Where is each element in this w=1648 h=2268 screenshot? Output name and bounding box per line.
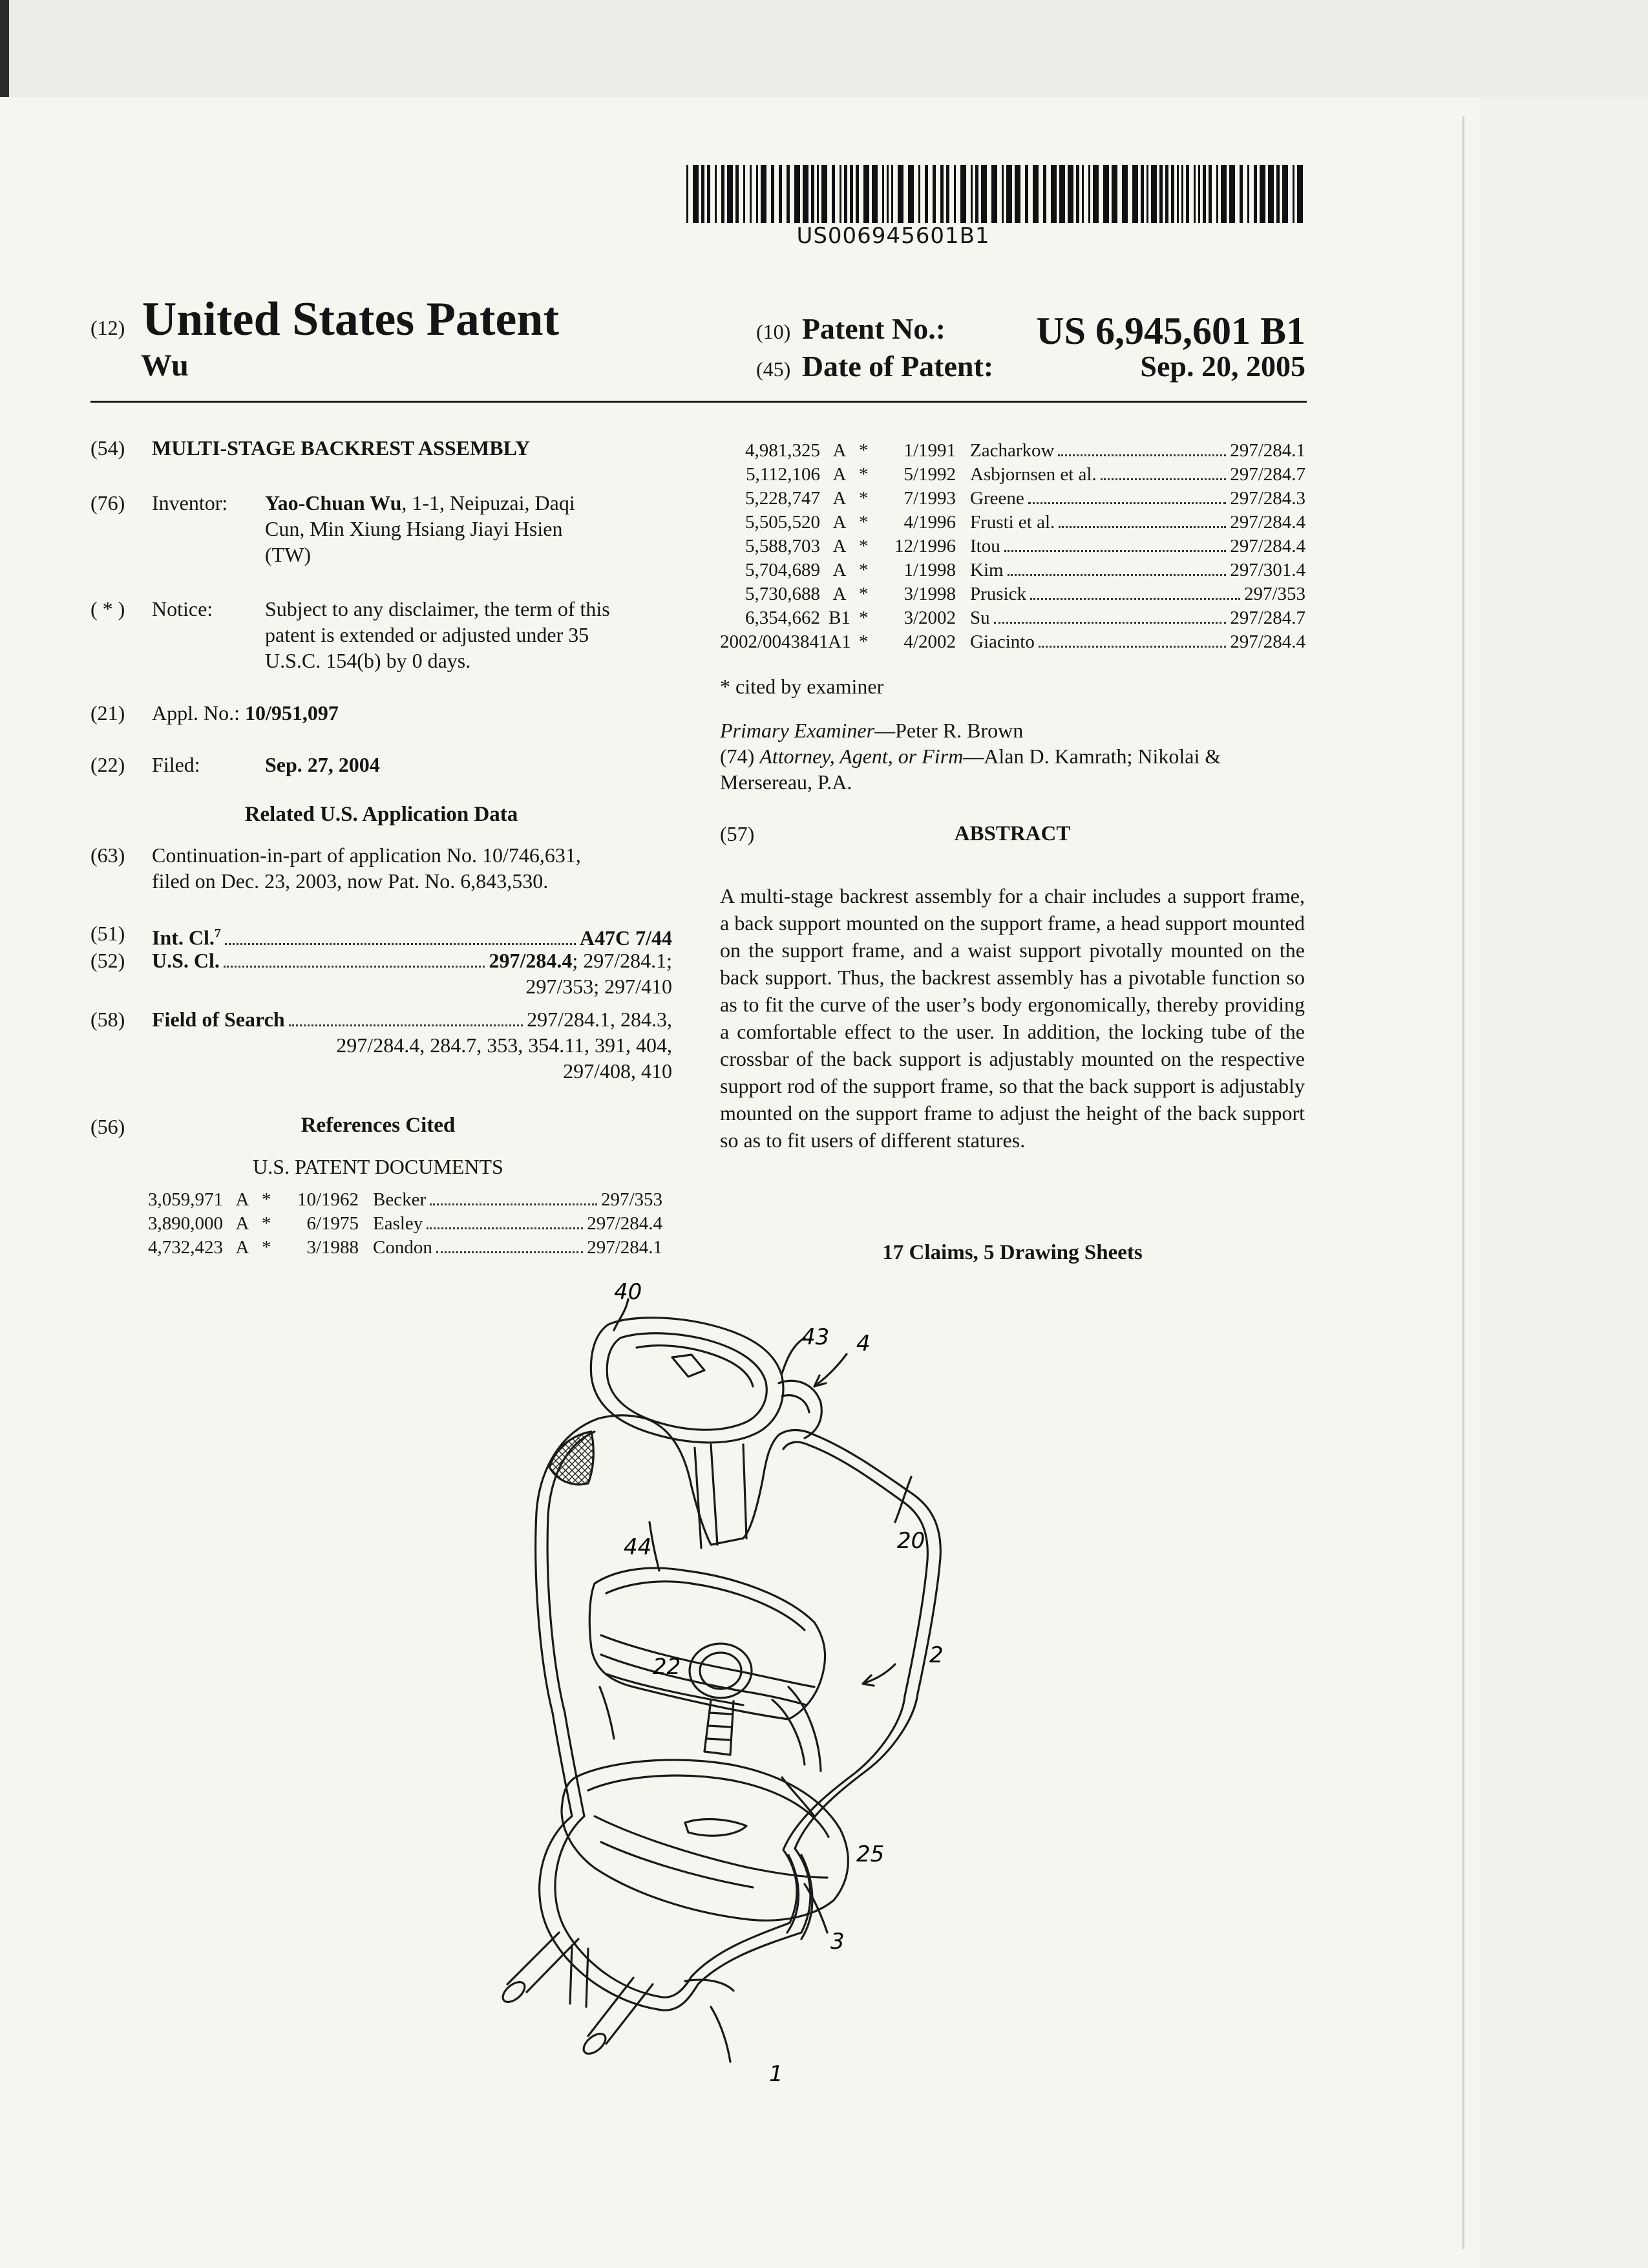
reference-inventor: Easley <box>373 1213 423 1234</box>
us-cl-field <box>90 948 672 999</box>
reference-class: 297/284.7 <box>1230 608 1305 628</box>
reference-row <box>720 487 1305 511</box>
reference-inventor: Greene <box>970 488 1024 509</box>
reference-cited-mark: * <box>859 584 869 604</box>
inventor-full-name: Yao-Chuan Wu <box>265 491 402 514</box>
patent-number-label: Patent No.: <box>801 312 946 345</box>
attorney-label: Attorney, Agent, or Firm <box>759 745 964 768</box>
reference-cited-mark: * <box>262 1189 271 1210</box>
scan-margin <box>1480 97 1648 2268</box>
drawing-label-2: 2 <box>929 1642 944 1668</box>
reference-date: 12/1996 <box>894 536 956 556</box>
reference-entry <box>970 630 1305 654</box>
reference-cited-mark: * <box>859 440 869 461</box>
notice-label: Notice: <box>152 597 213 620</box>
reference-class: 297/284.7 <box>1230 464 1305 485</box>
reference-date: 1/1991 <box>903 440 956 461</box>
reference-inventor: Giacinto <box>970 631 1035 652</box>
inventor-label: Inventor: <box>152 491 228 514</box>
reference-date: 4/2002 <box>903 631 956 652</box>
claims-summary: 17 Claims, 5 Drawing Sheets <box>882 1241 1143 1264</box>
application-number-field <box>90 700 672 726</box>
reference-kind: A <box>235 1213 249 1234</box>
reference-date: 3/1998 <box>903 584 956 604</box>
continuation-code: (63) <box>90 843 125 867</box>
drawing-label-44: 44 <box>624 1534 652 1560</box>
reference-inventor: Itou <box>970 536 1000 556</box>
notice-line-1: Subject to any disclaimer, the term of this <box>265 597 610 620</box>
reference-inventor: Frusti et al. <box>970 512 1055 533</box>
drawing-label-20: 20 <box>897 1528 925 1554</box>
primary-examiner-name: —Peter R. Brown <box>874 719 1024 742</box>
notice-field <box>90 596 672 673</box>
abstract-heading: ABSTRACT <box>954 822 1071 845</box>
attorney-line <box>720 743 1305 769</box>
reference-kind: A <box>832 536 847 556</box>
reference-entry <box>373 1236 662 1260</box>
reference-entry <box>970 463 1305 487</box>
reference-inventor: Asbjornsen et al. <box>970 464 1097 485</box>
reference-number: 4,981,325 <box>745 440 820 461</box>
reference-date: 4/1996 <box>903 512 956 533</box>
reference-kind: A <box>832 440 847 461</box>
drawing-label-25: 25 <box>856 1841 885 1867</box>
filed-label: Filed: <box>152 753 200 776</box>
reference-kind: A <box>235 1237 249 1258</box>
drawing-label-1: 1 <box>769 2061 783 2087</box>
scan-edge <box>0 0 9 97</box>
reference-kind: A1 <box>828 631 851 652</box>
reference-kind: A <box>235 1189 249 1210</box>
attorney-line-1: —Alan D. Kamrath; Nikolai & <box>963 745 1221 768</box>
reference-class: 297/284.4 <box>1230 512 1305 533</box>
filed-field <box>90 752 672 778</box>
reference-number: 2002/0043841 <box>720 631 829 652</box>
title-field <box>90 435 672 461</box>
reference-class: 297/284.4 <box>1230 631 1305 652</box>
patent-type-code: (12) <box>90 316 125 339</box>
primary-examiner-line <box>720 717 1305 743</box>
inventor-body <box>152 490 575 567</box>
reference-cited-mark: * <box>859 631 869 652</box>
us-cl-values <box>489 948 672 973</box>
abstract-code: (57) <box>720 822 755 845</box>
reference-row <box>123 1212 662 1236</box>
invention-title: MULTI-STAGE BACKREST ASSEMBLY <box>152 436 531 460</box>
patent-date-row <box>756 349 1305 383</box>
int-cl-body <box>152 920 672 951</box>
barcode-image <box>686 165 1309 223</box>
reference-entry <box>970 439 1305 463</box>
related-data-heading: Related U.S. Application Data <box>244 803 518 826</box>
appl-value: 10/951,097 <box>245 701 339 725</box>
reference-cited-mark: * <box>262 1213 271 1234</box>
reference-number: 5,588,703 <box>745 536 820 556</box>
search-label: Field of Search <box>152 1008 285 1031</box>
reference-cited-mark: * <box>859 488 869 509</box>
appl-code: (21) <box>90 701 125 725</box>
examiner-block <box>720 717 1305 795</box>
reference-kind: A <box>832 560 847 580</box>
drawing-label-4: 4 <box>856 1331 871 1357</box>
continuation-line-2: filed on Dec. 23, 2003, now Pat. No. 6,843,530. <box>152 869 549 893</box>
reference-cited-mark: * <box>859 560 869 580</box>
reference-entry <box>373 1188 662 1212</box>
appl-label: Appl. No.: <box>152 701 240 725</box>
reference-kind: B1 <box>829 608 850 628</box>
reference-entry <box>970 582 1305 606</box>
inventor-code: (76) <box>90 491 125 514</box>
reference-entry <box>970 511 1305 535</box>
int-cl-field <box>90 920 672 949</box>
continuation-body <box>152 842 581 894</box>
reference-number: 5,730,688 <box>745 584 820 604</box>
inventor-address-line-1: , 1-1, Neipuzai, Daqi <box>401 491 575 514</box>
filed-body <box>152 752 380 778</box>
reference-class: 297/284.4 <box>587 1213 662 1234</box>
reference-entry <box>373 1212 662 1236</box>
reference-cited-mark: * <box>859 464 869 485</box>
us-cl-label: U.S. Cl. <box>152 949 220 972</box>
int-cl-code: (51) <box>90 922 125 945</box>
continuation-field <box>90 842 672 894</box>
search-line-1: 297/284.1, 284.3, <box>527 1008 672 1031</box>
reference-inventor: Kim <box>970 560 1004 580</box>
header-rule <box>90 401 1307 403</box>
us-patent-documents-heading: U.S. PATENT DOCUMENTS <box>253 1155 503 1178</box>
us-cl-primary: 297/284.4 <box>489 949 573 972</box>
filed-value: Sep. 27, 2004 <box>265 753 380 776</box>
reference-number: 4,732,423 <box>148 1237 223 1258</box>
reference-row <box>720 582 1305 606</box>
drawing-label-40: 40 <box>614 1279 642 1305</box>
reference-class: 297/284.1 <box>587 1237 662 1258</box>
int-cl-edition: 7 <box>214 926 221 940</box>
us-cl-secondary-2: 297/353; 297/410 <box>525 975 672 998</box>
reference-date: 7/1993 <box>903 488 956 509</box>
inventor-address-line-2: Cun, Min Xiung Hsiang Jiayi Hsien <box>265 517 563 540</box>
reference-number: 5,505,520 <box>745 512 820 533</box>
patent-type-text: United States Patent <box>142 293 560 346</box>
reference-class: 297/284.1 <box>1230 440 1305 461</box>
reference-date: 3/1988 <box>306 1237 359 1258</box>
reference-inventor: Su <box>970 608 990 628</box>
reference-cited-mark: * <box>262 1237 271 1258</box>
reference-inventor: Condon <box>373 1237 432 1258</box>
patent-date-code: (45) <box>756 357 791 381</box>
reference-class: 297/301.4 <box>1230 560 1305 580</box>
notice-code: ( * ) <box>90 597 125 620</box>
reference-number: 5,228,747 <box>745 488 820 509</box>
reference-cited-mark: * <box>859 608 869 628</box>
references-code: (56) <box>90 1115 125 1138</box>
reference-date: 3/2002 <box>903 608 956 628</box>
reference-class: 297/353 <box>600 1189 662 1210</box>
drawing-label-43: 43 <box>801 1324 830 1350</box>
drawing-label-3: 3 <box>830 1929 845 1955</box>
patent-number-row <box>756 310 1305 352</box>
reference-row <box>720 463 1305 487</box>
reference-entry <box>970 487 1305 511</box>
reference-entry <box>970 606 1305 630</box>
filed-code: (22) <box>90 753 125 776</box>
appl-body <box>152 700 339 726</box>
reference-row <box>720 535 1305 558</box>
us-cl-body <box>152 948 672 999</box>
reference-entry <box>970 535 1305 558</box>
search-line-3: 297/408, 410 <box>563 1059 672 1083</box>
reference-number: 5,112,106 <box>746 464 820 485</box>
search-body <box>152 1006 672 1084</box>
title-code: (54) <box>90 436 125 460</box>
drawing-label-22: 22 <box>653 1654 681 1680</box>
reference-number: 3,059,971 <box>148 1189 223 1210</box>
reference-class: 297/284.4 <box>1230 536 1305 556</box>
references-heading: References Cited <box>301 1114 456 1137</box>
reference-row <box>720 606 1305 630</box>
abstract-text: A multi-stage backrest assembly for a chair includes a support frame, a back support mounted on the support frame, a head support mounted on the support frame, and a waist support pivotally mounted on the back support. Thus, the backrest assembly has a pivotable function so as to fit the curve of the user’s body ergonomically, thereby providing a comfortable effect to the user. In addition, the locking tube of the crossbar of the back support is adjustably mounted on the respective support rod of the support frame, so that the back support is adjustably mounted on the support frame to adjust the height of the back support so as to fit users of different statures. <box>720 884 1305 1152</box>
reference-kind: A <box>832 512 847 533</box>
inventor-address-line-3: (TW) <box>265 543 312 566</box>
search-code: (58) <box>90 1008 125 1031</box>
reference-row <box>720 558 1305 582</box>
patent-date-label: Date of Patent: <box>801 350 994 383</box>
int-cl-value: A47C 7/44 <box>579 926 672 949</box>
patent-number-value: US 6,945,601 B1 <box>1036 310 1305 352</box>
cited-by-examiner-note: * cited by examiner <box>720 675 884 698</box>
search-line-2: 297/284.4, 284.7, 353, 354.11, 391, 404, <box>336 1033 672 1057</box>
reference-row <box>123 1188 662 1212</box>
barcode-number: US006945601B1 <box>796 223 990 249</box>
reference-number: 3,890,000 <box>148 1213 223 1234</box>
patent-type-title <box>90 292 559 347</box>
inventor-field <box>90 490 672 567</box>
us-cl-code: (52) <box>90 949 125 972</box>
reference-cited-mark: * <box>859 512 869 533</box>
notice-line-3: U.S.C. 154(b) by 0 days. <box>265 649 471 672</box>
reference-row <box>720 511 1305 535</box>
us-cl-secondary-1: ; 297/284.1; <box>572 949 672 972</box>
notice-line-2: patent is extended or adjusted under 35 <box>265 623 589 646</box>
reference-row <box>720 630 1305 654</box>
page-edge-line <box>1462 116 1464 2249</box>
reference-class: 297/284.3 <box>1230 488 1305 509</box>
patent-date-value: Sep. 20, 2005 <box>1140 350 1305 383</box>
reference-inventor: Prusick <box>970 584 1026 604</box>
reference-class: 297/353 <box>1243 584 1305 604</box>
reference-kind: A <box>832 584 847 604</box>
reference-number: 6,354,662 <box>745 608 820 628</box>
reference-inventor: Becker <box>373 1189 427 1210</box>
attorney-code: (74) <box>720 745 755 768</box>
reference-entry <box>970 558 1305 582</box>
reference-number: 5,704,689 <box>745 560 820 580</box>
reference-row <box>720 439 1305 463</box>
reference-date: 10/1962 <box>297 1189 359 1210</box>
reference-kind: A <box>832 464 847 485</box>
notice-body <box>152 596 610 673</box>
reference-cited-mark: * <box>859 536 869 556</box>
scan-background <box>0 0 1648 97</box>
reference-date: 6/1975 <box>306 1213 359 1234</box>
int-cl-label <box>152 920 221 951</box>
reference-date: 5/1992 <box>903 464 956 485</box>
attorney-line-2: Mersereau, P.A. <box>720 770 852 794</box>
reference-kind: A <box>832 488 847 509</box>
reference-date: 1/1998 <box>903 560 956 580</box>
chair-backrest-drawing <box>401 1279 1008 2139</box>
inventor-surname: Wu <box>141 348 189 383</box>
field-of-search <box>90 1006 672 1084</box>
int-cl-label-text: Int. Cl. <box>152 926 215 949</box>
reference-inventor: Zacharkow <box>970 440 1055 461</box>
patent-number-code: (10) <box>756 320 791 343</box>
primary-examiner-label: Primary Examiner <box>720 719 875 742</box>
reference-row <box>123 1236 662 1260</box>
continuation-line-1: Continuation-in-part of application No. 10/746,631, <box>152 843 581 867</box>
